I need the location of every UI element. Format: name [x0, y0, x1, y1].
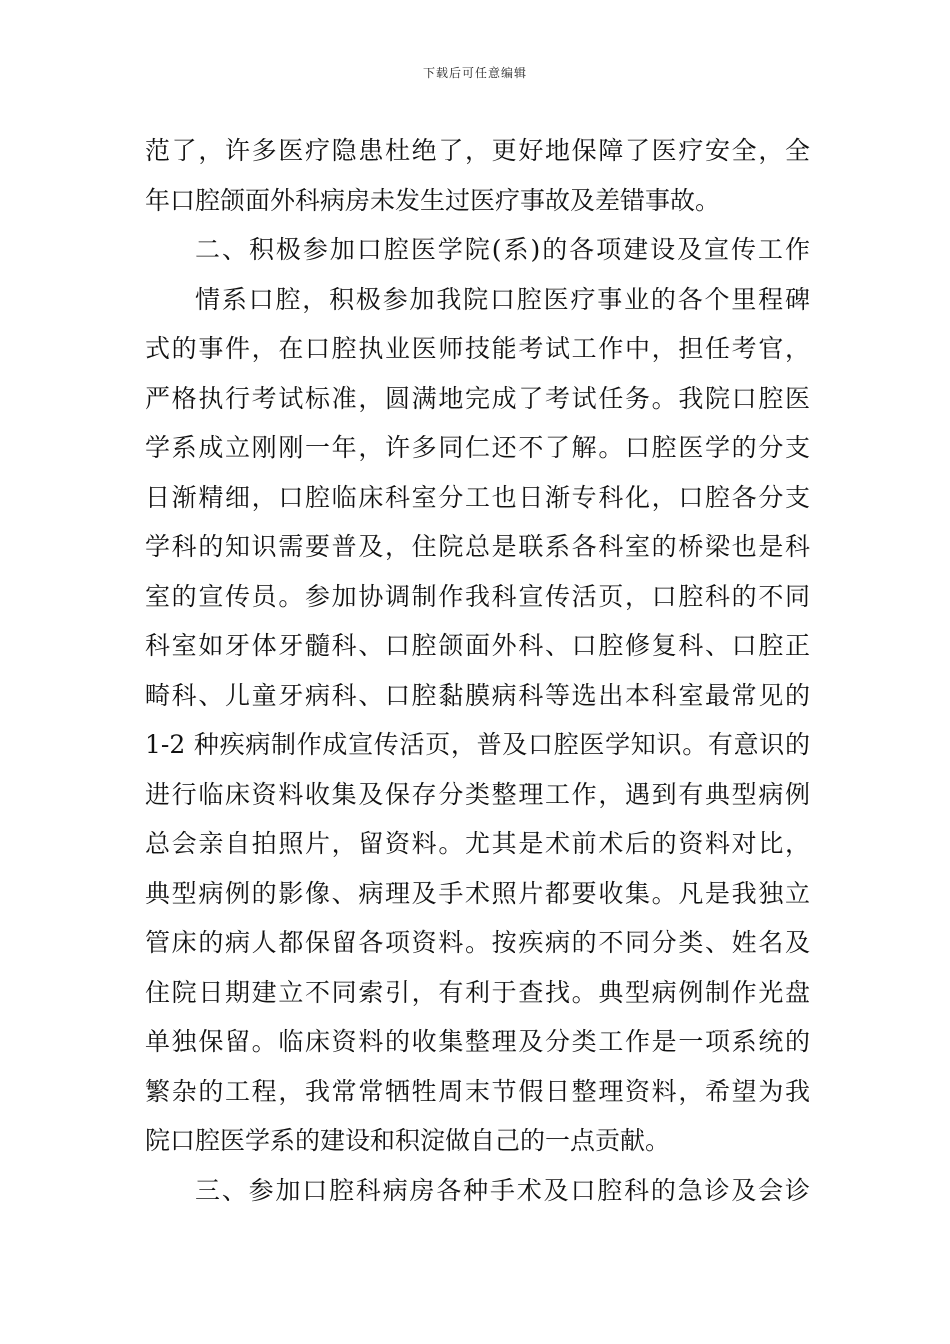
text-line: 范了，许多医疗隐患杜绝了，更好地保障了医疗安全，全 — [145, 136, 810, 165]
text-line: 进行临床资料收集及保存分类整理工作，遇到有典型病例 — [145, 779, 810, 809]
text-line: 二、积极参加口腔医学院(系)的各项建设及宣传工作 — [195, 235, 810, 264]
document-body — [145, 126, 810, 1215]
text-line: 严格执行考试标准，圆满地完成了考试任务。我院口腔医 — [145, 383, 810, 413]
text-line: 日渐精细，口腔临床科室分工也日渐专科化，口腔各分支 — [145, 482, 810, 512]
text-line: 年口腔颌面外科病房未发生过医疗事故及差错事故。 — [145, 185, 721, 215]
text-line: 典型病例的影像、病理及手术照片都要收集。凡是我独立 — [145, 878, 810, 908]
text-line: 住院日期建立不同索引，有利于查找。典型病例制作光盘 — [145, 977, 810, 1007]
text-line: 1-2 种疾病制作成宣传活页，普及口腔医学知识。有意识的 — [145, 730, 810, 759]
text-line: 三、参加口腔科病房各种手术及口腔科的急诊及会诊 — [195, 1175, 810, 1205]
text-line: 室的宣传员。参加协调制作我科宣传活页，口腔科的不同 — [145, 581, 810, 611]
text-line: 总会亲自拍照片，留资料。尤其是术前术后的资料对比， — [145, 829, 810, 858]
text-line: 情系口腔，积极参加我院口腔医疗事业的各个里程碑 — [195, 284, 810, 314]
text-line: 学系成立刚刚一年，许多同仁还不了解。口腔医学的分支 — [145, 433, 810, 462]
text-line: 单独保留。临床资料的收集整理及分类工作是一项系统的 — [145, 1027, 810, 1056]
page-header: 下载后可任意编辑 — [422, 66, 527, 80]
text-line: 管床的病人都保留各项资料。按疾病的不同分类、姓名及 — [145, 928, 810, 957]
text-line: 畸科、儿童牙病科、口腔黏膜病科等选出本科室最常见的 — [145, 680, 810, 710]
text-line: 学科的知识需要普及，住院总是联系各科室的桥梁也是科 — [145, 532, 810, 561]
text-line: 院口腔医学系的建设和积淀做自己的一点贡献。 — [145, 1126, 671, 1155]
text-line: 式的事件，在口腔执业医师技能考试工作中，担任考官， — [145, 334, 810, 363]
text-line: 科室如牙体牙髓科、口腔颌面外科、口腔修复科、口腔正 — [145, 631, 810, 660]
text-line: 繁杂的工程，我常常牺牲周末节假日整理资料，希望为我 — [145, 1076, 810, 1106]
